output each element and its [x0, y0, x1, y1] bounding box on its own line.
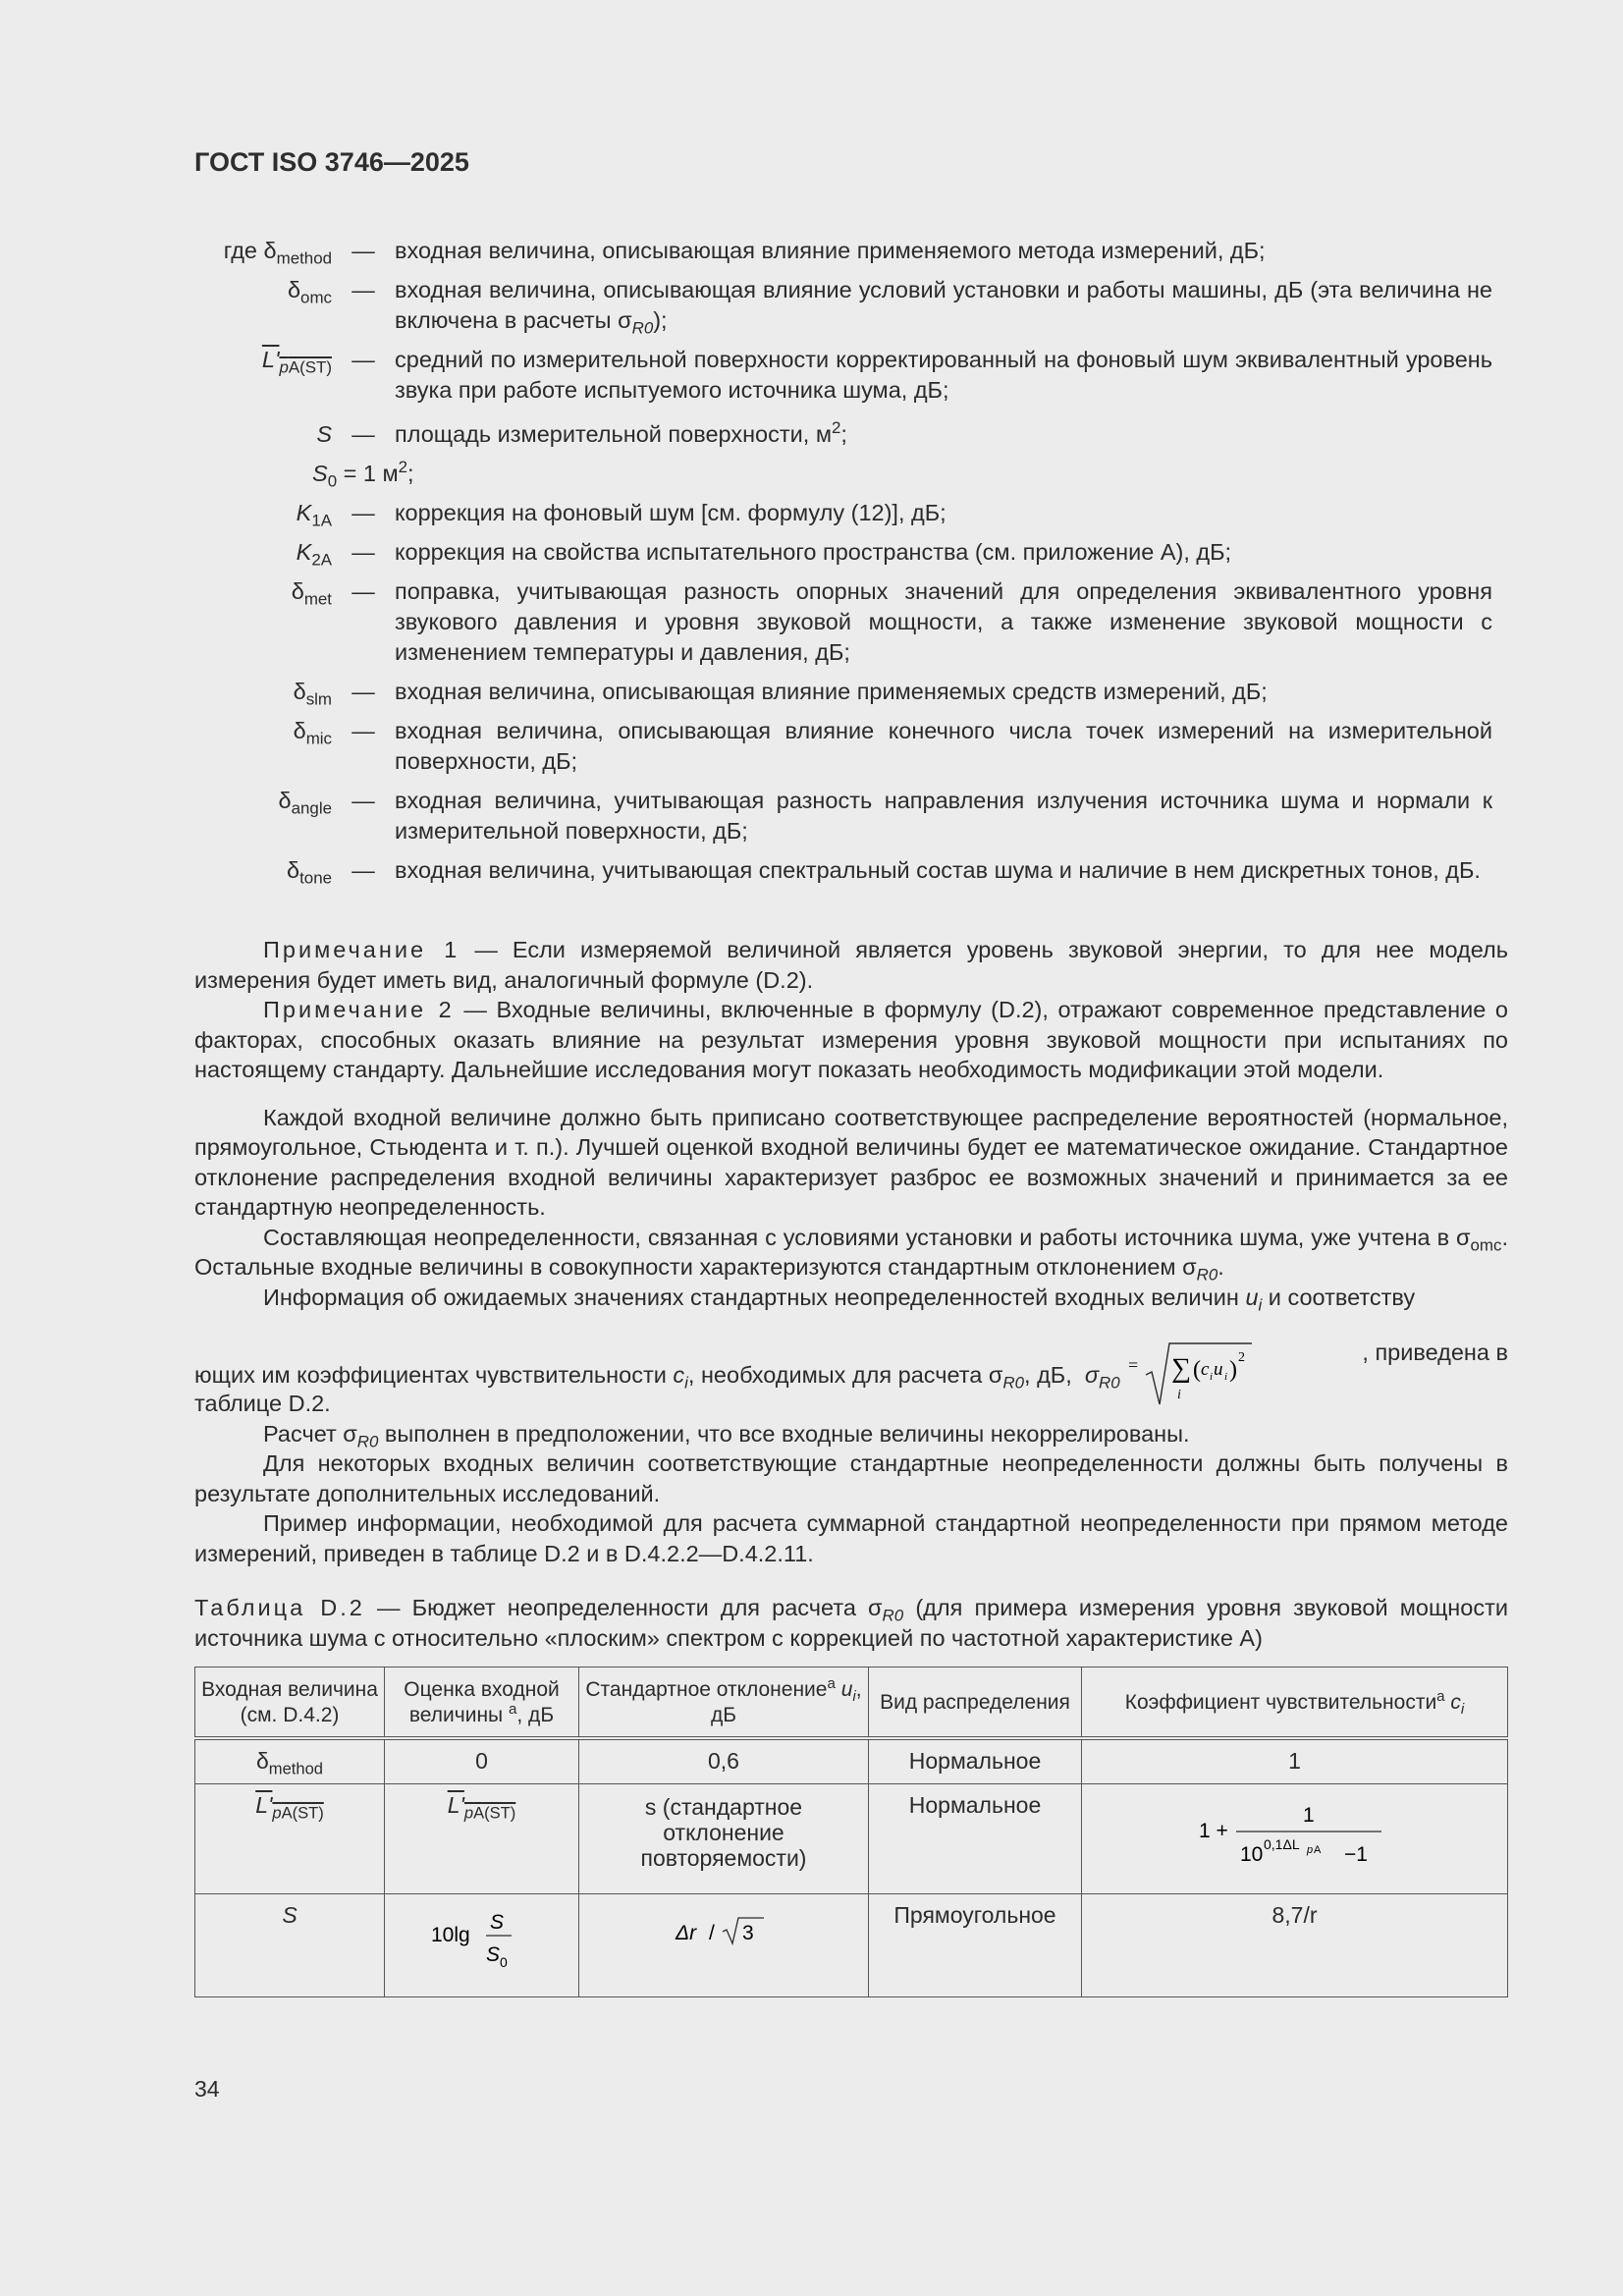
svg-text:10lg: 10lg [430, 1923, 470, 1946]
svg-text:i: i [1210, 1371, 1214, 1383]
svg-text:S: S [489, 1910, 504, 1934]
table-cell: Нормальное [869, 1783, 1082, 1893]
paragraph: Составляющая неопределенности, связанная с условиями установки и работы источника шума, уже учтена в $\sigma_{omc}$. Остальные входные величины в совокупности характеризуются стандартным отклонением $\sigma_{R0}$. [194, 1224, 1508, 1285]
formula-line: ющих им коэффициентах чувствительности $c_i$, необходимых для расчета $\sigma_{R0}$, дБ, $\sigma_{R0}$ = ∑ i ( c i u i ) 2 , приведена в [194, 1316, 1508, 1389]
table-cell [385, 1893, 579, 1996]
svg-text:10: 10 [1239, 1842, 1263, 1866]
definition-symbol: $K_{1A}$ [296, 500, 332, 530]
table-caption: Таблица D.2 — Бюджет неопределенности для расчета $\sigma_{R0}$ (для примера измерения уровня звуковой мощности источника шума с относительно «плоским» спектром с коррекцией по частотной характеристике А) [194, 1595, 1508, 1651]
paragraph: таблице D.2. [194, 1391, 331, 1416]
page-number: 34 [194, 2076, 220, 2102]
definition-text: входная величина, описывающая влияние конечного числа точек измерений на измерительной поверхности, дБ; [395, 718, 1492, 774]
paragraph: Для некоторых входных величин соответствующие стандартные неопределенности должны быть получены в результате дополнительных исследований. [194, 1450, 1508, 1506]
svg-text:A: A [1313, 1843, 1321, 1856]
svg-text:2: 2 [1238, 1350, 1246, 1365]
area-level-formula [423, 1902, 541, 1979]
svg-text:0,1ΔL: 0,1ΔL [1263, 1835, 1300, 1852]
table-cell: Прямоугольное [869, 1893, 1082, 1996]
definition-symbol: $\delta_{omc}$ [287, 277, 332, 307]
document-header: ГОСТ ISO 3746—2025 [194, 147, 469, 177]
definition-row: где $\delta_{method}$ — входная величина, описывающая влияние применяемого метода измерений, дБ; [194, 236, 1492, 266]
column-header: Оценка входной величины $^a$, дБ [385, 1667, 579, 1739]
svg-text:∑: ∑ [1171, 1353, 1192, 1384]
table-cell: $L'_{pA(ST)}$ [385, 1783, 579, 1893]
table-row [195, 1893, 1508, 1996]
body-text [194, 935, 1508, 1568]
note-2: Примечание 2 — Входные величины, включенные в формулу (D.2), отражают современное представление о факторах, способных оказать влияние на результат измерения уровня звуковой мощности при испытаниях по настоящему стандарту. Дальнейшие исследования могут показать необходимость модификации этой модели. [194, 997, 1509, 1082]
column-header: Вид распределения [869, 1667, 1082, 1739]
definition-text: коррекция на фоновый шум [см. формулу (12)], дБ; [395, 500, 947, 525]
table-cell: S [195, 1893, 385, 1996]
svg-text:/: / [709, 1921, 715, 1944]
table-cell: 0,6 [579, 1738, 869, 1783]
sum-sqrt-formula [1126, 1338, 1254, 1410]
definition-text: входная величина, учитывающая спектральный состав шума и наличие в нем дискретных тонов, дБ. [395, 857, 1481, 883]
table-cell: 8,7/r [1082, 1893, 1508, 1996]
column-header: Коэффициент чувствительности$^a$ $c_i$ [1082, 1667, 1508, 1739]
paragraph: Информация об ожидаемых значениях стандартных неопределенностей входных величин $u_i$ и соответству [263, 1284, 1416, 1315]
table-cell: Нормальное [869, 1738, 1082, 1783]
definition-symbol: $\delta_{slm}$ [293, 679, 332, 709]
svg-text:1 +: 1 + [1198, 1819, 1228, 1842]
svg-text:c: c [1201, 1359, 1210, 1380]
definition-row: $\delta_{met}$ — поправка, учитывающая разность опорных значений для определения эквивалентного уровня звукового давления и уровня звуковой мощности, а также изменение звуковой мощности с изменением температуры и давления, дБ; [194, 576, 1492, 668]
sensitivity-coefficient-formula [1197, 1792, 1393, 1871]
svg-text:−1: −1 [1343, 1842, 1368, 1866]
definition-symbol: $\delta_{mic}$ [293, 718, 332, 748]
definition-symbol: $\delta_{met}$ [291, 578, 332, 609]
definition-row [194, 459, 1492, 489]
definition-symbol: где $\delta_{method}$ [223, 238, 332, 268]
table-cell [1082, 1783, 1508, 1893]
svg-text:1: 1 [1302, 1803, 1315, 1827]
definition-text: коррекция на свойства испытательного пространства (см. приложение А), дБ; [395, 539, 1232, 565]
symbol-definitions [194, 236, 1492, 895]
paragraph: Пример информации, необходимой для расчета суммарной стандартной неопределенности при прямом методе измерений, приведен в таблице D.2 и в D.4.2.2—D.4.2.11. [194, 1510, 1508, 1566]
table-header-row [195, 1667, 1508, 1739]
definition-symbol: $\delta_{tone}$ [287, 857, 332, 888]
definition-row: $\delta_{slm}$ — входная величина, описывающая влияние применяемых средств измерений, дБ; [194, 677, 1492, 707]
table-row [195, 1783, 1508, 1893]
svg-text:i: i [1224, 1371, 1228, 1383]
definition-symbol: $K_{2A}$ [296, 539, 332, 570]
uncertainty-budget-table [194, 1667, 1508, 1997]
svg-text:=: = [1128, 1355, 1139, 1375]
column-header: Стандартное отклонение$^a$ $u_i$, дБ [579, 1667, 869, 1739]
definition-text: входная величина, описывающая влияние условий установки и работы машины, дБ (эта величина не включена в расчеты $\sigma_{R0}$); [395, 277, 1492, 338]
table-cell [579, 1893, 869, 1996]
svg-text:0: 0 [499, 1953, 508, 1970]
definition-text: средний по измерительной поверхности корректированный на фоновый шум эквивалентный уровень звука при работе испытуемого источника шума, дБ; [395, 347, 1492, 403]
definition-row: $\delta_{tone}$ — входная величина, учитывающая спектральный состав шума и наличие в нем дискретных тонов, дБ. [194, 855, 1492, 886]
definition-text: входная величина, описывающая влияние применяемого метода измерений, дБ; [395, 238, 1266, 263]
table-row [195, 1738, 1508, 1783]
definition-symbol: $L'_{pA(ST)}$ [261, 347, 332, 377]
svg-text:S: S [485, 1942, 500, 1966]
table-cell: 1 [1082, 1738, 1508, 1783]
paragraph: Каждой входной величине должно быть приписано соответствующее распределение вероятностей (нормальное, прямоугольное, Стьюдента и т. п.). Лучшей оценкой входной величины будет ее математическое ожидание. Стандартное отклонение распределения входной величины характеризует разброс ее возможных значений и принимается за ее стандартную неопределенность. [194, 1104, 1508, 1220]
svg-text:3: 3 [742, 1921, 754, 1944]
definition-row: $L'_{pA(ST)}$ — средний по измерительной поверхности корректированный на фоновый шум эквивалентный уровень звука при работе испытуемого источника шума, дБ; [194, 345, 1492, 406]
table-cell: s (стандартное отклонение повторяемости) [579, 1783, 869, 1893]
definition-row: $\delta_{omc}$ — входная величина, описывающая влияние условий установки и работы машины, дБ (эта величина не включена в расчеты $\sigma_{R0}$); [194, 275, 1492, 336]
definition-text: входная величина, учитывающая разность направления излучения источника шума и нормали к измерительной поверхности, дБ; [395, 788, 1492, 844]
definition-row: $K_{1A}$ — коррекция на фоновый шум [см. формулу (12)], дБ; [194, 498, 1492, 528]
table-cell: 0 [385, 1738, 579, 1783]
definition-row: $\delta_{angle}$ — входная величина, учитывающая разность направления излучения источника шума и нормали к измерительной поверхности, дБ; [194, 786, 1492, 847]
definition-row: $\delta_{mic}$ — входная величина, описывающая влияние конечного числа точек измерений на измерительной поверхности, дБ; [194, 716, 1492, 777]
definition-text: площадь измерительной поверхности, $м^2$; [395, 418, 847, 447]
definition-row: S — площадь измерительной поверхности, $м^2$; [194, 419, 1492, 450]
table-cell: $\delta_{method}$ [195, 1738, 385, 1783]
svg-text:i: i [1177, 1388, 1182, 1402]
svg-text:u: u [1214, 1359, 1223, 1380]
column-header: Входная величина (см. D.4.2) [195, 1667, 385, 1739]
definition-symbol: $S_0 = 1$ $м^2$; [312, 458, 414, 491]
definition-text: входная величина, описывающая влияние применяемых средств измерений, дБ; [395, 679, 1268, 704]
svg-text:): ) [1229, 1357, 1238, 1383]
paragraph: Расчет $\sigma_{R0}$ выполнен в предположении, что все входные величины некоррелированы. [263, 1420, 1190, 1451]
definition-row: $K_{2A}$ — коррекция на свойства испытательного пространства (см. приложение А), дБ; [194, 537, 1492, 568]
note-1: Примечание 1 — Если измеряемой величиной является уровень звуковой энергии, то для нее модель измерения будет иметь вид, аналогичный формуле (D.2). [194, 937, 1508, 993]
table-cell: $L'_{pA(ST)}$ [195, 1783, 385, 1893]
svg-text:p: p [1306, 1843, 1313, 1856]
definition-symbol: $\delta_{angle}$ [278, 788, 332, 818]
definition-text: поправка, учитывающая разность опорных значений для определения эквивалентного уровня звукового давления и уровня звуковой мощности, а также изменение звуковой мощности с изменением температуры и давления, дБ; [395, 578, 1492, 665]
std-deviation-formula [670, 1902, 778, 1961]
svg-text:Δr: Δr [676, 1921, 697, 1944]
svg-text:(: ( [1193, 1357, 1202, 1383]
definition-symbol: S [316, 421, 332, 447]
